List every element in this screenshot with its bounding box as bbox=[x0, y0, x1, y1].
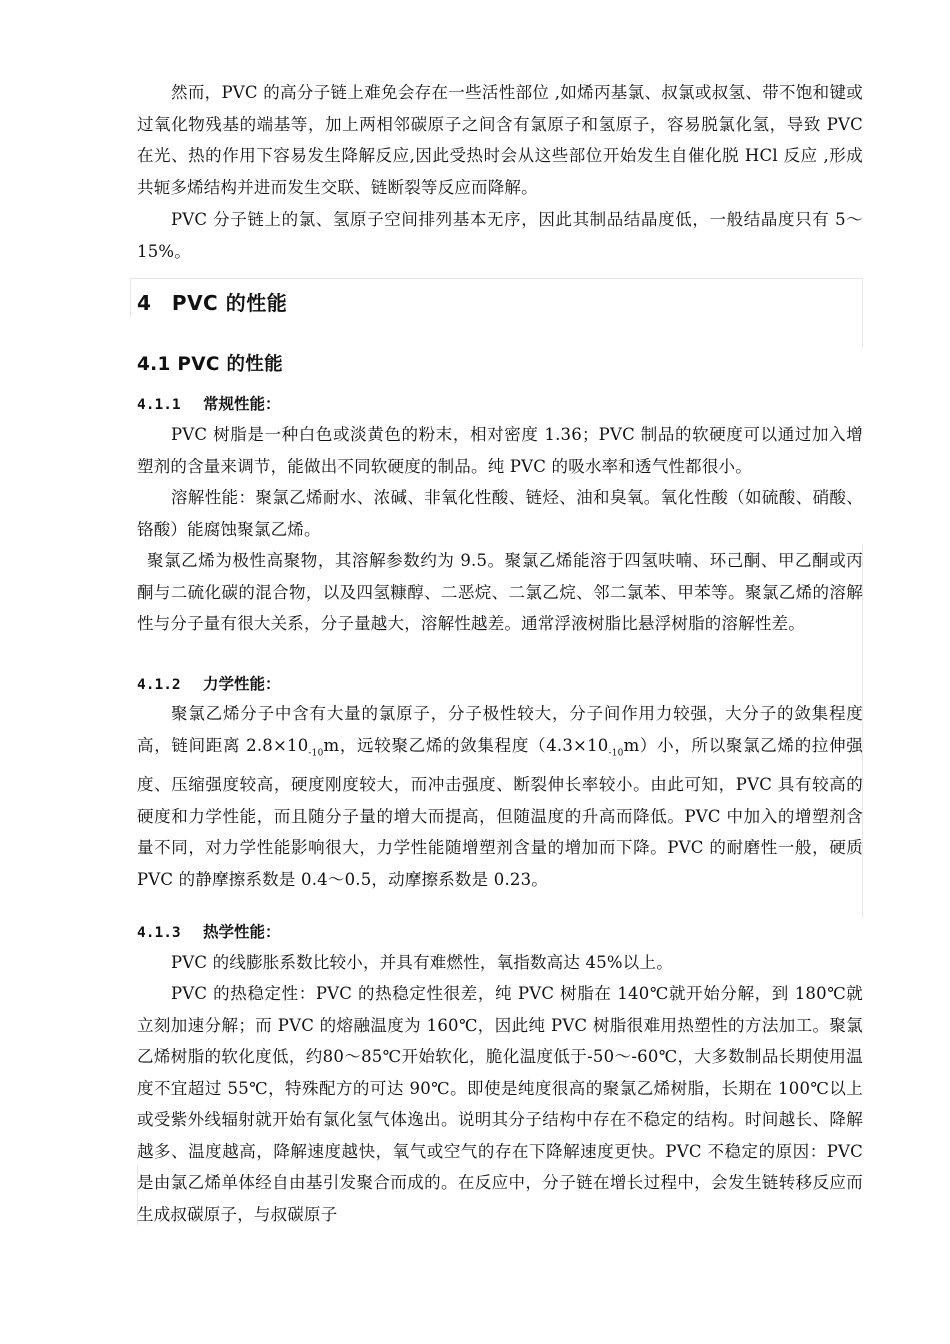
section-title: 常规性能： bbox=[203, 395, 281, 413]
section-4-1-3-heading bbox=[137, 920, 863, 945]
section-title: 热学性能： bbox=[203, 923, 281, 941]
section-4-1-heading bbox=[137, 350, 863, 376]
section-4-title: 4 PVC 的性能 bbox=[137, 291, 288, 315]
intro-paragraph-2 bbox=[137, 204, 863, 267]
section-4-1-1-heading bbox=[137, 392, 863, 417]
intro-paragraph-2-text: PVC 分子链上的氯、氢原子空间排列基本无序，因此其制品结晶度低，一般结晶度只有 5～15%。 bbox=[137, 210, 863, 261]
section-divider bbox=[130, 278, 863, 279]
paragraph-4-1-2 bbox=[137, 698, 863, 895]
section-number: 4.1.3 bbox=[137, 925, 181, 941]
paragraph-text: 聚氯乙烯为极性高聚物，其溶解参数约为 9.5。聚氯乙烯能溶于四氢呋喃、环己酮、甲乙酮或丙酮与二硫化碳的混合物，以及四氢糠醇、二恶烷、二氯乙烷、邻二氯苯、甲苯等。聚氯乙烯的溶解性与分子量有很大关系，分子量越大，溶解性越差。通常浮液树脂比悬浮树脂的溶解性差。 bbox=[137, 551, 863, 633]
section-4-1-2-heading bbox=[137, 672, 863, 697]
text-run: 聚氯乙烯分子中含有大量的氯原子，分子极性较大，分子间作用力较强，大分子的敛集程度高，链间距离 2.8×10 bbox=[137, 704, 863, 755]
section-title: 力学性能： bbox=[203, 675, 281, 693]
paragraph-4-1-1-1 bbox=[137, 419, 863, 482]
section-divider-left bbox=[130, 278, 131, 318]
paragraph-4-1-1-2 bbox=[137, 482, 863, 545]
section-number: 4.1.2 bbox=[137, 677, 181, 693]
paragraph-4-1-1-3 bbox=[137, 545, 863, 640]
section-4-heading bbox=[137, 287, 863, 316]
intro-paragraph-1-text: 然而，PVC 的高分子链上难免会存在一些活性部位 ,如烯丙基氯、叔氯或叔氢、带不饱和键或过氧化物残基的端基等，加上两相邻碳原子之间含有氯原子和氢原子，容易脱氯化氢，导致 PVC 在光、热的作用下容易发生降解反应,因此受热时会从这些部位开始发生自催化脱 HCl 反应 ,形成共轭多烯结构并进而发生交联、链断裂等反应而降解。 bbox=[137, 83, 863, 197]
paragraph-text: 溶解性能：聚氯乙烯耐水、浓碱、非氧化性酸、链烃、油和臭氧。氧化性酸（如硫酸、硝酸、铬酸）能腐蚀聚氯乙烯。 bbox=[137, 488, 863, 539]
paragraph-text: PVC 的热稳定性：PVC 的热稳定性很差，纯 PVC 树脂在 140℃就开始分解，到 180℃就立刻加速分解；而 PVC 的熔融温度为 160℃，因此纯 PVC 树脂很难用热塑性的方法加工。聚氯乙烯树脂的软化度低，约80～85℃开始软化，脆化温度低于-50～-60℃，大多数制品长期使用温度不宜超过 55℃，特殊配方的可达 90℃。即使是纯度很高的聚氯乙烯树脂，长期在 100℃以上或受紫外线辐射就开始有氯化氢气体逸出。说明其分子结构中存在不稳定的结构。时间越长、降解越多、温度越高，降解速度越快，氧气或空气的存在下降解速度更快。PVC 不稳定的原因：PVC 是由氯乙烯单体经自由基引发聚合而成的。在反应中，分子链在增长过程中，会发生链转移反应而生成叔碳原子，与叔碳原子 bbox=[137, 984, 863, 1224]
intro-paragraph-1 bbox=[137, 77, 863, 203]
section-number: 4.1.1 bbox=[137, 397, 181, 413]
section-4-1-title: 4.1 PVC 的性能 bbox=[137, 354, 283, 375]
paragraph-text: PVC 树脂是一种白色或淡黄色的粉末，相对密度 1.36；PVC 制品的软硬度可以通过加入增塑剂的含量来调节，能做出不同软硬度的制品。纯 PVC 的吸水率和透气性都很小。 bbox=[137, 425, 863, 476]
text-run: m）小，所以聚氯乙烯的拉伸强度、压缩强度较高，硬度刚度较大，而冲击强度、断裂伸长率较小。由此可知，PVC 具有较高的硬度和力学性能，而且随分子量的增大而提高，但随温度的升高而降低。PVC 中加入的增塑剂含量不同，对力学性能影响很大，力学性能随增塑剂含量的增加而下降。PVC 的耐磨性一般，硬质 PVC 的静摩擦系数是 0.4～0.5，动摩擦系数是 0.23。 bbox=[137, 735, 863, 889]
paragraph-text bbox=[137, 698, 863, 895]
exponent: -10 bbox=[308, 747, 324, 758]
paragraph-4-1-3-1 bbox=[137, 947, 863, 979]
paragraph-4-1-3-2 bbox=[137, 978, 863, 1230]
exponent: -10 bbox=[608, 747, 624, 758]
text-run: m，远较聚乙烯的敛集程度（4.3×10 bbox=[323, 735, 609, 755]
paragraph-text: PVC 的线膨胀系数比较小，并具有难燃性，氧指数高达 45%以上。 bbox=[171, 953, 673, 972]
